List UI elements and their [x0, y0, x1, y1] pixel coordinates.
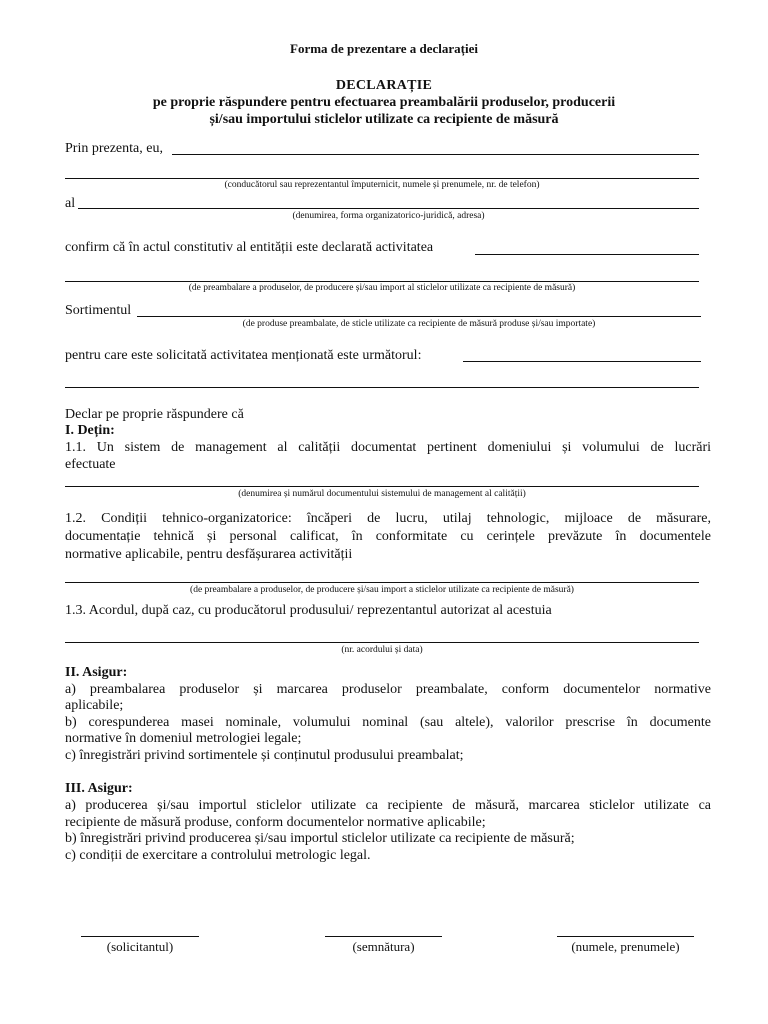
section-1-heading: I. Dețin:	[65, 423, 115, 438]
item-1-3: 1.3. Acordul, după caz, cu producătorul produsului/ reprezentantul autorizat al acestuia	[65, 603, 552, 618]
signature-solicitant-label: (solicitantul)	[106, 939, 174, 954]
section-2-heading: II. Asigur:	[65, 665, 128, 680]
name-fill-line-2[interactable]	[65, 178, 699, 179]
section-2-a-line-2: aplicabile;	[65, 698, 124, 713]
sortiment-fill-line[interactable]	[137, 316, 701, 317]
activity-fill-line-1[interactable]	[475, 254, 699, 255]
section-3-a-line-1: a) producerea și/sau importul sticlelor utilizate ca recipiente de măsură, marcarea sticlelor utilizate ca	[65, 798, 711, 813]
signature-numele-label: (numele, prenumele)	[571, 939, 680, 954]
declaration-title: DECLARAȚIE	[335, 78, 433, 93]
caption-conditions: (de preambalare a produselor, de producere și/sau import a sticlelor utilizate ca recipiente de măsură)	[190, 585, 574, 595]
declaration-subtitle-2: și/sau importului sticlelor utilizate ca recipiente de măsură	[209, 112, 559, 127]
declaration-subtitle-1: pe proprie răspundere pentru efectuarea preambalării produselor, producerii	[152, 95, 616, 110]
qms-fill-line[interactable]	[65, 486, 699, 487]
al-label: al	[65, 196, 76, 211]
item-1-1-line-1: 1.1. Un sistem de management al calității documentat pertinent domeniului și volumului de lucrări	[65, 440, 711, 455]
item-1-2-line-3: normative aplicabile, pentru desfășurarea activității	[65, 547, 353, 562]
section-3-heading: III. Asigur:	[65, 781, 133, 796]
section-3-b: b) înregistrări privind producerea și/sau importul sticlelor utilizate ca recipiente de măsură;	[65, 831, 575, 846]
caption-sortiment: (de produse preambalate, de sticle utilizate ca recipiente de măsură produse și/sau importate)	[242, 319, 596, 329]
section-2-b-line-2: normative în domeniul metrologiei legale;	[65, 731, 302, 746]
prin-prezenta-label: Prin prezenta, eu,	[65, 141, 163, 156]
caption-qms: (denumirea și numărul documentului sistemului de management al calității)	[238, 489, 526, 499]
item-1-1-line-2: efectuate	[65, 457, 116, 472]
signature-line-semnatura[interactable]	[325, 936, 442, 937]
form-title: Forma de prezentare a declarației	[290, 41, 478, 56]
signature-line-numele[interactable]	[557, 936, 694, 937]
name-fill-line-1[interactable]	[172, 154, 699, 155]
section-3-a-line-2: recipiente de măsură produse, conform documentelor normative aplicabile;	[65, 815, 486, 830]
agreement-fill-line[interactable]	[65, 642, 699, 643]
signature-line-solicitant[interactable]	[81, 936, 199, 937]
section-2-a-line-1: a) preambalarea produselor și marcarea produselor preambalate, conform documentelor normative	[65, 682, 711, 697]
entity-fill-line[interactable]	[78, 208, 699, 209]
assortment-fill-line-1[interactable]	[463, 361, 701, 362]
item-1-2-line-2: documentație tehnică și personal calificat, în conformitate cu cerințele prevăzute în documentele	[65, 529, 711, 544]
caption-agreement: (nr. acordului și data)	[341, 645, 423, 655]
signature-semnatura-label: (semnătura)	[352, 939, 415, 954]
sortimentul-label: Sortimentul	[65, 303, 132, 318]
caption-preambalare: (de preambalare a produselor, de producere și/sau import al sticlelor utilizate ca recipiente de măsură)	[188, 283, 576, 293]
section-2-b-line-1: b) corespunderea masei nominale, volumului nominal (sau altele), valorilor prescrise în documente	[65, 715, 711, 730]
caption-conducator: (conducătorul sau reprezentantul împuternicit, numele și prenumele, nr. de telefon)	[224, 180, 540, 190]
activity-fill-line-2[interactable]	[65, 281, 699, 282]
conditions-fill-line[interactable]	[65, 582, 699, 583]
declar-intro: Declar pe proprie răspundere că	[65, 407, 244, 422]
confirm-label: confirm că în actul constitutiv al entității este declarată activitatea	[65, 240, 434, 255]
pentru-care-label: pentru care este solicitată activitatea menționată este următorul:	[65, 348, 422, 363]
section-2-c: c) înregistrări privind sortimentele și conținutul produsului preambalat;	[65, 748, 464, 763]
section-3-c: c) condiții de exercitare a controlului metrologic legal.	[65, 848, 371, 863]
item-1-2-line-1: 1.2. Condiții tehnico-organizatorice: încăperi de lucru, utilaj tehnologic, mijloace de măsurare,	[65, 511, 711, 526]
caption-denumirea: (denumirea, forma organizatorico-juridică, adresa)	[292, 211, 485, 221]
assortment-fill-line-2[interactable]	[65, 387, 699, 388]
